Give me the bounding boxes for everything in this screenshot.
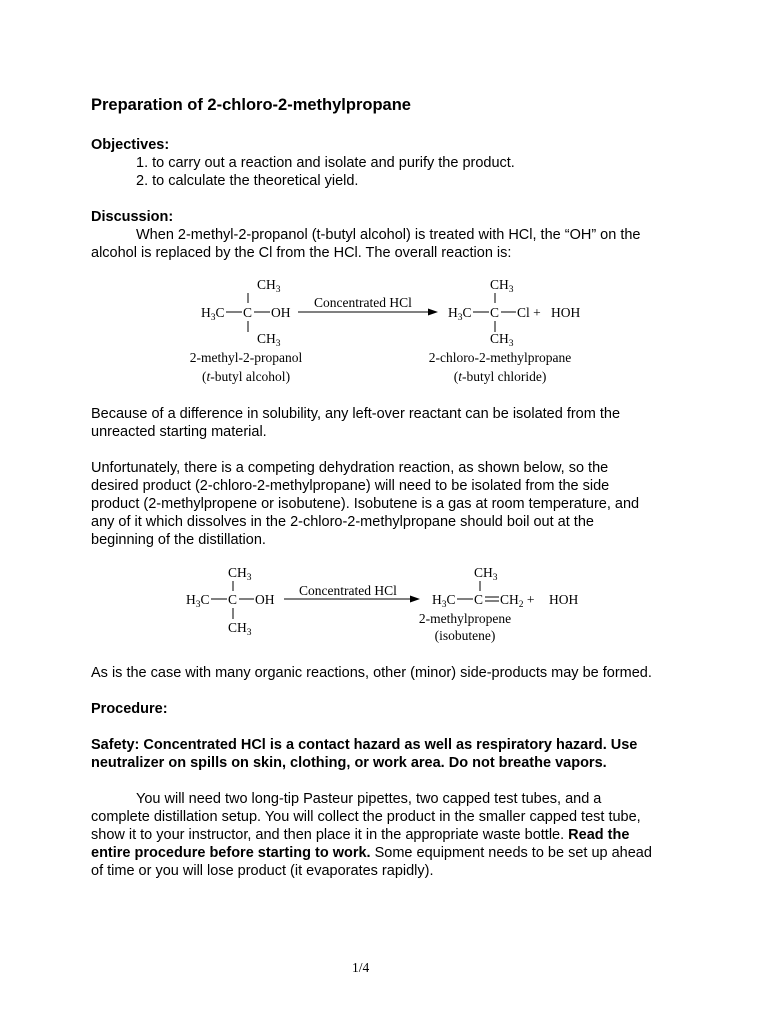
procedure-heading: Procedure: <box>91 701 168 717</box>
product-ch3-top: $CH_3$ <box>490 277 514 295</box>
paragraph-line: As is the case with many organic reactions, other (minor) side-products may be formed. <box>91 665 652 681</box>
product-name: 2-chloro-2-methylpropane <box>428 350 572 365</box>
reaction-2-diagram <box>0 558 768 638</box>
reaction-2-byproduct: HOH <box>549 592 579 607</box>
product2-h3c: $H_3C$ <box>432 592 456 610</box>
discussion-heading: Discussion: <box>91 209 174 225</box>
objective-item: 2. to calculate the theoretical yield. <box>136 173 359 189</box>
product-ch3-bottom: $CH_3$ <box>490 331 514 349</box>
reactant-h3c: $H_3C$ <box>201 305 225 323</box>
reactant-name: 2-methyl-2-propanol <box>189 350 303 365</box>
procedure-line: You will need two long-tip Pasteur pipettes, two capped test tubes, and a <box>136 791 602 807</box>
reaction-1-diagram <box>0 270 768 365</box>
reactant2-h3c: $H_3C$ <box>186 592 210 610</box>
procedure-emphasis: Read the <box>568 827 630 843</box>
product-center-c: C <box>490 305 500 320</box>
procedure-line <box>91 826 629 844</box>
paragraph-line: Because of a difference in solubility, any left-over reactant can be isolated from the <box>91 406 621 422</box>
paragraph-line: Unfortunately, there is a competing dehydration reaction, as shown below, so the <box>91 460 609 476</box>
product-cl: Cl + <box>517 305 541 320</box>
reaction-1-reagent: Concentrated HCl <box>314 295 412 310</box>
discussion-line: When 2-methyl-2-propanol (t-butyl alcohol) is treated with HCl, the “OH” on the <box>136 227 641 243</box>
product-h3c: $H_3C$ <box>448 305 472 323</box>
product-common-text: -butyl chloride <box>461 369 542 384</box>
page-number: 1/4 <box>352 960 370 975</box>
reaction-1-arrowhead <box>428 309 438 316</box>
reactant-oh: OH <box>271 305 291 320</box>
reactant2-center-c: C <box>228 592 238 607</box>
reactant-center-c: C <box>243 305 253 320</box>
paragraph-line: any of it which dissolves in the 2-chloro-2-methylpropane should boil out at the <box>91 514 594 530</box>
procedure-text: show it to your instructor, and then place it in the appropriate waste bottle. <box>91 827 569 843</box>
paragraph-line: product (2-methylpropene or isobutene). Isobutene is a gas at room temperature, and <box>91 496 640 512</box>
product2-common-name: (isobutene) <box>434 628 496 643</box>
safety-line: Safety: Concentrated HCl is a contact hazard as well as respiratory hazard. Use <box>91 737 638 753</box>
product2-name: 2-methylpropene <box>418 611 512 626</box>
reactant2-ch3-top: $CH_3$ <box>228 565 252 583</box>
reaction-1-byproduct: HOH <box>551 305 581 320</box>
objectives-heading: Objectives: <box>91 137 170 153</box>
procedure-emphasis: entire procedure before starting to work. <box>91 845 371 861</box>
procedure-line: of time or you will lose product (it evaporates rapidly). <box>91 863 434 879</box>
reactant-ch3-top: $CH_3$ <box>257 277 281 295</box>
procedure-line <box>91 844 652 862</box>
product2-ch2: $CH_2$ + <box>500 592 535 610</box>
procedure-text: Some equipment needs to be set up ahead <box>370 845 652 861</box>
paragraph-line: desired product (2-chloro-2-methylpropane) will need to be isolated from the side <box>91 478 610 494</box>
objective-item: 1. to carry out a reaction and isolate and purify the product. <box>136 155 515 171</box>
discussion-line: alcohol is replaced by the Cl from the HCl. The overall reaction is: <box>91 245 512 261</box>
reactant2-ch3-bottom: $CH_3$ <box>228 620 252 638</box>
reaction-2-arrowhead <box>410 596 420 603</box>
procedure-line: complete distillation setup. You will collect the product in the smaller capped test tube, <box>91 809 641 825</box>
product-prefix: t <box>458 369 462 384</box>
page-title: Preparation of 2-chloro-2-methylpropane <box>91 96 411 114</box>
reactant-common-text: -butyl alcohol <box>210 369 286 384</box>
paragraph-line: beginning of the distillation. <box>91 532 266 548</box>
reactant-common-name: (t-butyl alcohol) <box>201 369 291 384</box>
reactant2-oh: OH <box>255 592 275 607</box>
reactant-ch3-bottom: $CH_3$ <box>257 331 281 349</box>
safety-line: neutralizer on spills on skin, clothing, or work area. Do not breathe vapors. <box>91 755 607 771</box>
product2-center-c: C <box>474 592 484 607</box>
product-common-name: (t-butyl chloride) <box>453 369 547 384</box>
product2-ch3-top: $CH_3$ <box>474 565 498 583</box>
reactant-prefix: t <box>206 369 211 384</box>
reaction-2-reagent: Concentrated HCl <box>299 583 397 598</box>
paragraph-line: unreacted starting material. <box>91 424 267 440</box>
